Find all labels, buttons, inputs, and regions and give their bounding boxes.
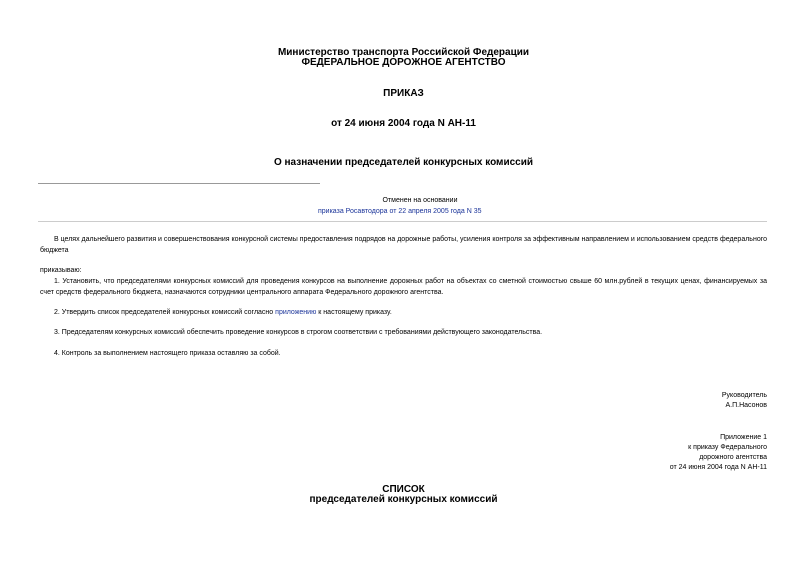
item-1-paragraph: 1. Установить, что председателями конкурсных комиссий для проведения конкурсов на выполнение дорожных работ на объектах со сметной стоимостью свыше 60 млн.рублей в текущих ценах, финансируемых за счет средств федерального бюджета, назначаются сотрудники центрального аппарата Федерального дорожного агентства. — [40, 278, 767, 296]
appendix-line-3: дорожного агентства — [699, 454, 767, 461]
order-subject: О назначении председателей конкурсных комиссий — [273, 157, 534, 168]
separator-line — [38, 183, 320, 184]
signature-position: Руководитель — [721, 392, 767, 399]
appendix-line-4: от 24 июня 2004 года N АН-11 — [669, 464, 767, 471]
list-title: СПИСОК — [382, 484, 425, 495]
appendix-link[interactable]: приложению — [275, 309, 317, 316]
item-4-paragraph: 4. Контроль за выполнением настоящего приказа оставляю за собой. — [54, 350, 281, 357]
signature-name: А.П.Насонов — [725, 402, 767, 409]
item-2-text: 2. Утвердить список председателей конкурсных комиссий согласно — [54, 309, 274, 316]
item-2-tail: к настоящему приказу. — [318, 309, 392, 316]
repeal-link[interactable]: приказа Росавтодора от 22 апреля 2005 года N 35 — [318, 208, 482, 215]
separator-line-wide — [38, 221, 767, 222]
appendix-line-2: к приказу Федерального — [688, 444, 767, 451]
order-title: ПРИКАЗ — [383, 88, 424, 99]
repeal-note: Отменен на основании — [382, 197, 458, 204]
agency-title: ФЕДЕРАЛЬНОЕ ДОРОЖНОЕ АГЕНТСТВО — [301, 57, 506, 68]
list-subtitle: председателей конкурсных комиссий — [309, 494, 498, 505]
preamble-paragraph: В целях дальнейшего развития и совершенствования конкурсной системы предоставления подрядов на дорожные работы, усиления контроля за эффективным направлением и использованием средств федерального бюджета — [40, 236, 767, 254]
ministry-title: Министерство транспорта Российской Федерации — [277, 47, 530, 58]
appendix-line-1: Приложение 1 — [720, 434, 767, 441]
order-date: от 24 июня 2004 года N АН-11 — [331, 118, 476, 129]
order-word: приказываю: — [40, 267, 82, 274]
item-3-paragraph: 3. Председателям конкурсных комиссий обеспечить проведение конкурсов в строгом соответствии с требованиями действующего законодательства. — [54, 329, 543, 336]
item-2-paragraph — [40, 307, 767, 318]
